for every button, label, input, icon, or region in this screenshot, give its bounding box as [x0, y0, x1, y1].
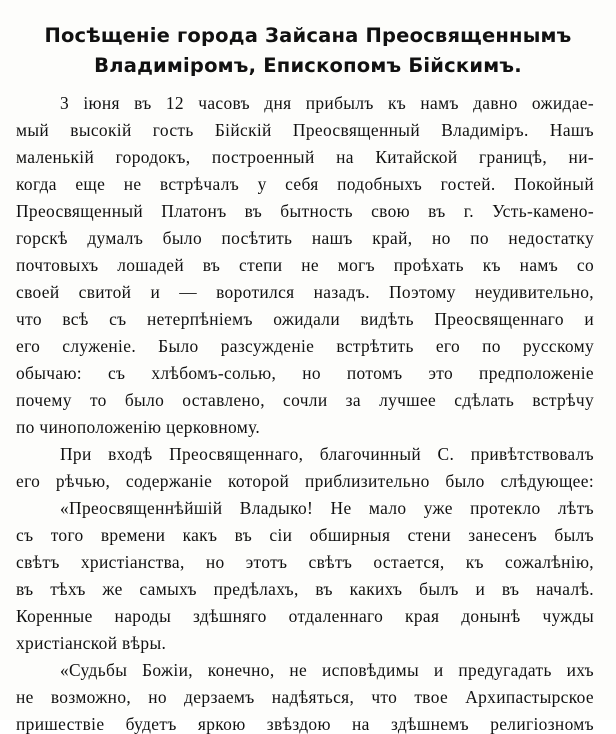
text-line: пришествіе будетъ яркою звѣздою на здѣшнемъ религіозномъ — [16, 714, 594, 734]
text-line: своей свитой и — воротился назадъ. Поэтому неудивительно, — [16, 282, 594, 302]
text-line: свѣтъ христіанства, но этотъ свѣтъ остается, къ сожалѣнію, — [16, 552, 594, 572]
text-line: мый высокій гость Бійскій Преосвященный Владиміръ. Нашъ — [16, 120, 594, 140]
text-line: въ тѣхъ же самыхъ предѣлахъ, въ какихъ былъ и въ началѣ. — [16, 579, 594, 599]
article-title-line-2: Владиміромъ, Епископомъ Бійскимъ. — [94, 54, 522, 77]
text-line: не возможно, но дерзаемъ надѣяться, что твое Архипастырское — [16, 687, 594, 707]
text-line: Коренные народы здѣшняго отдаленнаго края донынѣ чужды — [16, 606, 594, 626]
text-line: «Судьбы Божіи, конечно, не исповѣдимы и предугадать ихъ — [60, 660, 594, 680]
text-line: его рѣчью, содержаніе которой приблизительно было слѣдующее: — [16, 471, 594, 491]
text-line: по чиноположенію церковному. — [16, 417, 261, 437]
text-line: При входѣ Преосвященнаго, благочинный С. привѣтствовалъ — [60, 444, 594, 464]
text-line: христіанской вѣры. — [16, 633, 167, 653]
article-title-line-1: Посѣщеніе города Зайсана Преосвященнымъ — [44, 24, 572, 47]
text-line: когда еще не встрѣчалъ у себя подобныхъ гостей. Покойный — [16, 174, 594, 194]
text-line: обычаю: съ хлѣбомъ-солью, но потомъ это предположеніе — [16, 363, 594, 383]
text-line: 3 іюня въ 12 часовъ дня прибылъ къ намъ давно ожидае- — [60, 93, 594, 113]
text-line: Преосвященный Платонъ въ бытность свою въ г. Усть-камено- — [16, 201, 594, 221]
text-line: горскѣ думалъ было посѣтить нашъ край, но по недостатку — [16, 228, 594, 248]
text-line: почтовыхъ лошадей въ степи не могъ проѣхать къ намъ со — [16, 255, 594, 275]
text-line: маленькій городокъ, построенный на Китайской границѣ, ни- — [16, 147, 594, 167]
text-line: что всѣ съ нетерпѣніемъ ожидали видѣть Преосвященнаго и — [16, 309, 594, 329]
text-line: съ того времени какъ въ сіи обширныя стени занесенъ былъ — [16, 525, 594, 545]
text-line: «Преосвященнѣйшій Владыко! Не мало уже протекло лѣтъ — [60, 498, 594, 518]
text-line: почему то было оставлено, сочли за лучшее сдѣлать встрѣчу — [16, 390, 594, 410]
text-line: его служеніе. Было разсужденіе встрѣтить его по русскому — [16, 336, 594, 356]
